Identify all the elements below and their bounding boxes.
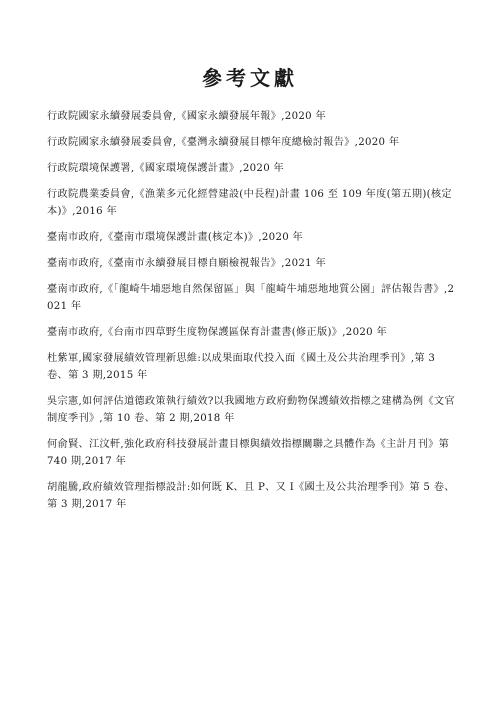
reference-list — [47, 108, 457, 522]
reference-item: 行政院農業委員會,《漁業多元化經營建設(中長程)計畫 106 至 109 年度(第五期)(核定本)》,2016 年 — [47, 189, 452, 217]
reference-item: 臺南市政府,《「龍崎牛埔惡地自然保留區」與「龍崎牛埔惡地地質公園」評估報告書》,2021 年 — [47, 284, 455, 312]
reference-item: 行政院國家永續發展委員會,《國家永續發展年報》,2020 年 — [47, 111, 326, 122]
page-title: 參考文獻 — [202, 66, 298, 90]
reference-item: 杜紫軍,國家發展績效管理新思維:以成果面取代投入面《國土及公共治理季刊》,第 3 卷、第 3 期,2015 年 — [47, 353, 436, 381]
reference-item: 臺南市政府,《臺南市環境保護計畫(核定本)》,2020 年 — [47, 232, 304, 243]
reference-item: 臺南市政府,《台南市四草野生度物保護區保育計畫書(修正版)》,2020 年 — [47, 327, 387, 338]
reference-item: 何俞賢、江汶軒,強化政府科技發展計畫目標與績效指標關聯之具體作為《主計月刊》第 740 期,2017 年 — [47, 439, 450, 467]
reference-item: 臺南市政府,《臺南市永續發展目標自願檢視報告》,2021 年 — [47, 258, 326, 269]
reference-item: 吳宗憲,如何評估道德政策執行績效?以我國地方政府動物保護績效指標之建構為例《文官制度季刊》,第 10 卷、第 2 期,2018 年 — [47, 396, 455, 424]
reference-item: 胡龍騰,政府績效管理指標設計:如何既 K、且 P、又 I《國土及公共治理季刊》第 5 卷、第 3 期,2017 年 — [47, 482, 455, 510]
reference-item: 行政院國家永續發展委員會,《臺灣永續發展目標年度總檢討報告》,2020 年 — [47, 137, 400, 148]
reference-item: 行政院環境保護署,《國家環境保護計畫》,2020 年 — [47, 163, 285, 174]
